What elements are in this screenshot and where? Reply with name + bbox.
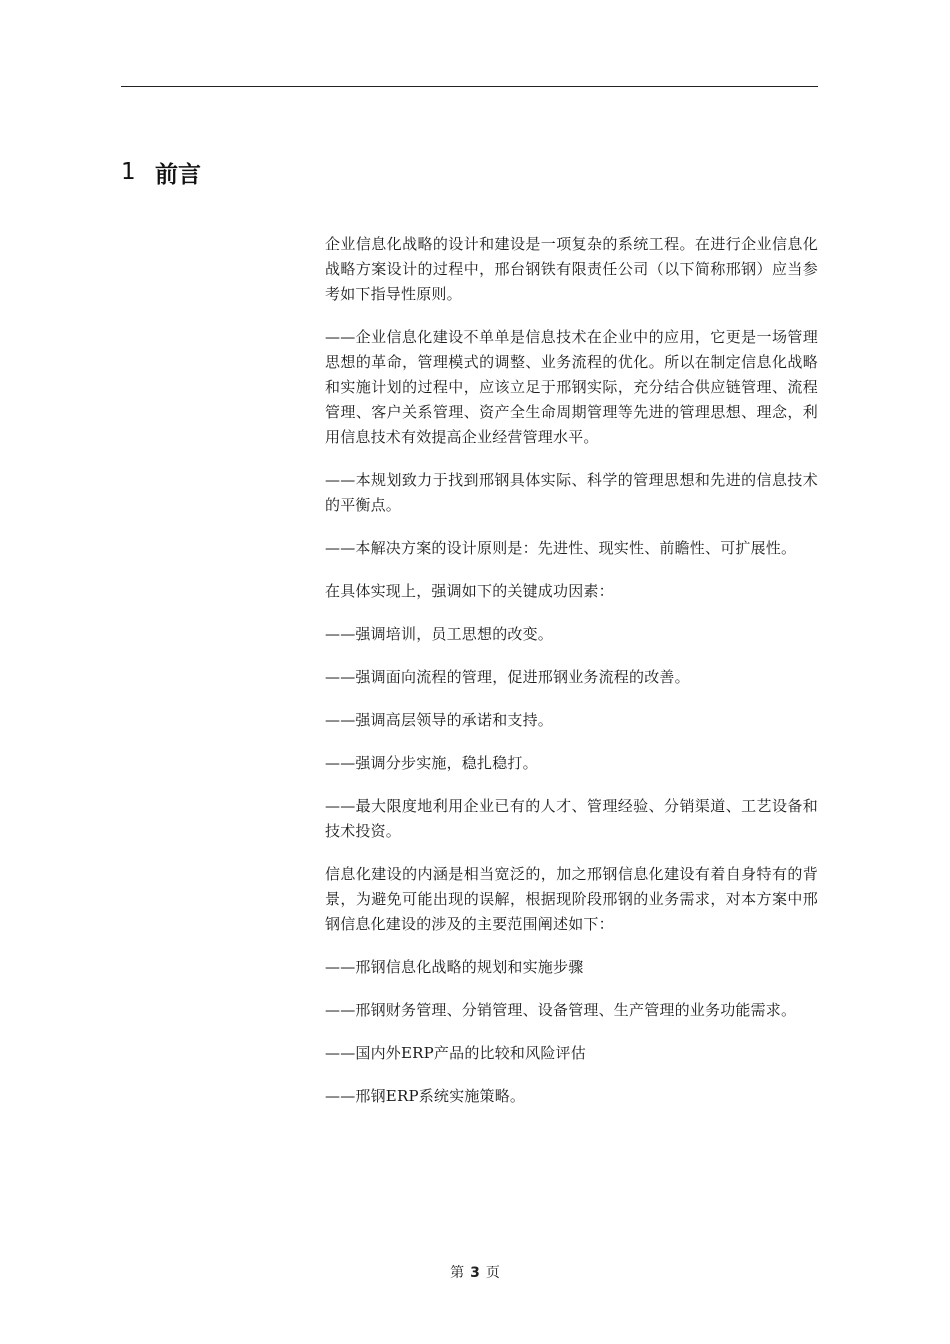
footer-prefix: 第: [450, 1265, 465, 1281]
list-item: ——强调面向流程的管理，促进邢钢业务流程的改善。: [325, 668, 690, 686]
list-item: ——邢钢财务管理、分销管理、设备管理、生产管理的业务功能需求。: [325, 1001, 797, 1019]
list-item: ——国内外ERP产品的比较和风险评估: [325, 1044, 586, 1062]
page-footer: [0, 1262, 950, 1282]
paragraph-scope-intro: 信息化建设的内涵是相当宽泛的，加之邢钢信息化建设有着自身特有的背景，为避免可能出现的误解，根据现阶段邢钢的业务需求，对本方案中邢钢信息化建设的涉及的主要范围阐述如下：: [325, 865, 818, 933]
list-item: ——强调分步实施，稳扎稳打。: [325, 754, 538, 772]
chapter-heading: [121, 152, 201, 192]
paragraph-success-factors-intro: 在具体实现上，强调如下的关键成功因素：: [325, 582, 614, 600]
list-item: ——邢钢信息化战略的规划和实施步骤: [325, 958, 584, 976]
list-item: ——强调培训，员工思想的改变。: [325, 625, 554, 643]
paragraph-principle-3: ——本解决方案的设计原则是：先进性、现实性、前瞻性、可扩展性。: [325, 539, 797, 557]
chapter-number: 1: [121, 159, 136, 185]
paragraph-principle-1: ——企业信息化建设不单单是信息技术在企业中的应用，它更是一场管理思想的革命，管理模式的调整、业务流程的优化。所以在制定信息化战略和实施计划的过程中，应该立足于邢钢实际，充分结合供应链管理、流程管理、客户关系管理、资产全生命周期管理等先进的管理思想、理念，利用信息技术有效提高企业经营管理水平。: [325, 328, 818, 446]
body-text: [325, 232, 818, 1127]
paragraph-principle-2: ——本规划致力于找到邢钢具体实际、科学的管理思想和先进的信息技术的平衡点。: [325, 471, 818, 514]
footer-suffix: 页: [485, 1265, 500, 1281]
list-item: ——最大限度地利用企业已有的人才、管理经验、分销渠道、工艺设备和技术投资。: [325, 797, 818, 840]
page-number: 3: [470, 1265, 480, 1281]
paragraph-intro: 企业信息化战略的设计和建设是一项复杂的系统工程。在进行企业信息化战略方案设计的过程中，邢台钢铁有限责任公司（以下简称邢钢）应当参考如下指导性原则。: [325, 235, 818, 303]
list-item: ——邢钢ERP系统实施策略。: [325, 1087, 526, 1105]
header-rule: [121, 86, 818, 87]
list-item: ——强调高层领导的承诺和支持。: [325, 711, 554, 729]
chapter-title: 前言: [155, 161, 201, 188]
